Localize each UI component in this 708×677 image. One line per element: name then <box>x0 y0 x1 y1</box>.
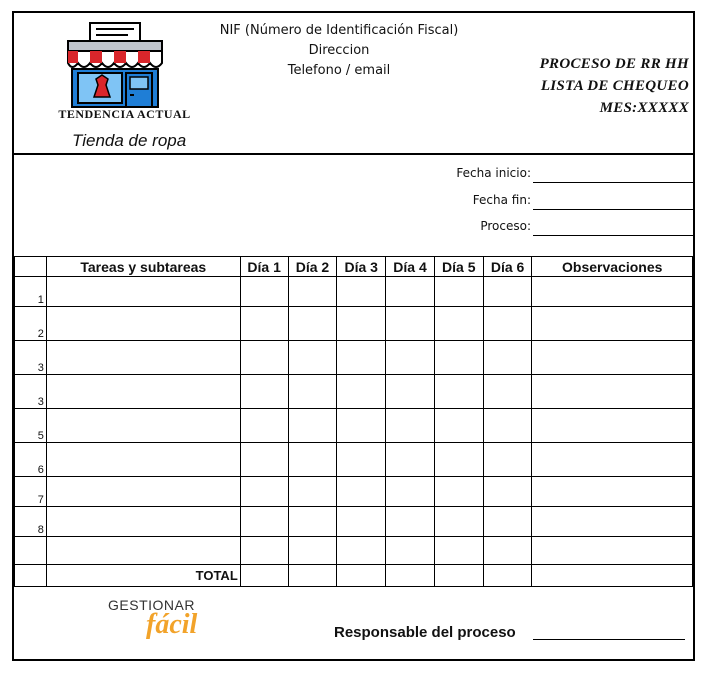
day-cell[interactable] <box>386 443 435 477</box>
day-cell[interactable] <box>434 477 483 507</box>
row-number: 3 <box>15 375 47 409</box>
col-header-tasks: Tareas y subtareas <box>46 257 240 277</box>
contact-text: Telefono / email <box>287 63 391 78</box>
day-cell[interactable] <box>288 277 337 307</box>
end-date-label: Fecha fin: <box>472 193 531 207</box>
day-cell[interactable] <box>240 443 288 477</box>
day-cell[interactable] <box>434 409 483 443</box>
total-index-cell <box>15 565 47 587</box>
day-cell[interactable] <box>386 277 435 307</box>
day-cell[interactable] <box>240 409 288 443</box>
day-cell[interactable] <box>240 537 288 565</box>
title-line-month: MES:XXXXX <box>599 100 689 116</box>
col-header-day2: Día 2 <box>288 257 337 277</box>
day-cell[interactable] <box>483 443 532 477</box>
day-cell[interactable] <box>240 477 288 507</box>
observations-cell[interactable] <box>532 277 693 307</box>
day-cell[interactable] <box>337 307 386 341</box>
day-cell[interactable] <box>434 443 483 477</box>
table-row <box>15 443 693 477</box>
total-day-cell[interactable] <box>240 565 288 587</box>
logo-text-top: GESTIONAR <box>108 597 195 613</box>
observations-cell[interactable] <box>532 409 693 443</box>
table-row <box>15 375 693 409</box>
day-cell[interactable] <box>337 341 386 375</box>
task-cell[interactable] <box>46 477 240 507</box>
total-label: TOTAL <box>46 565 240 587</box>
day-cell[interactable] <box>240 277 288 307</box>
day-cell[interactable] <box>434 375 483 409</box>
day-cell[interactable] <box>434 507 483 537</box>
observations-cell[interactable] <box>532 307 693 341</box>
total-day-cell[interactable] <box>288 565 337 587</box>
process-label: Proceso: <box>480 219 531 233</box>
address-text: Direccion <box>308 43 370 58</box>
total-day-cell[interactable] <box>483 565 532 587</box>
day-cell[interactable] <box>386 537 435 565</box>
total-day-cell[interactable] <box>386 565 435 587</box>
day-cell[interactable] <box>483 307 532 341</box>
task-cell[interactable] <box>46 443 240 477</box>
row-number: 5 <box>15 409 47 443</box>
observations-cell[interactable] <box>532 477 693 507</box>
day-cell[interactable] <box>434 307 483 341</box>
task-cell[interactable] <box>46 375 240 409</box>
table-row <box>15 341 693 375</box>
day-cell[interactable] <box>483 537 532 565</box>
day-cell[interactable] <box>483 277 532 307</box>
observations-cell[interactable] <box>532 507 693 537</box>
day-cell[interactable] <box>337 375 386 409</box>
col-header-day1: Día 1 <box>240 257 288 277</box>
day-cell[interactable] <box>434 537 483 565</box>
day-cell[interactable] <box>288 341 337 375</box>
col-header-day3: Día 3 <box>337 257 386 277</box>
row-number: 2 <box>15 307 47 341</box>
process-field[interactable] <box>533 235 695 236</box>
day-cell[interactable] <box>288 443 337 477</box>
col-header-observations: Observaciones <box>532 257 693 277</box>
col-header-index <box>15 257 47 277</box>
day-cell[interactable] <box>288 375 337 409</box>
row-number: 8 <box>15 507 47 537</box>
gestionar-facil-logo <box>108 597 218 657</box>
table-row <box>15 307 693 341</box>
day-cell[interactable] <box>337 477 386 507</box>
col-header-day5: Día 5 <box>434 257 483 277</box>
start-date-label: Fecha inicio: <box>456 166 531 180</box>
task-cell[interactable] <box>46 507 240 537</box>
day-cell[interactable] <box>240 375 288 409</box>
observations-cell[interactable] <box>532 443 693 477</box>
row-number <box>15 537 47 565</box>
col-header-day4: Día 4 <box>386 257 435 277</box>
day-cell[interactable] <box>386 507 435 537</box>
day-cell[interactable] <box>240 507 288 537</box>
day-cell[interactable] <box>337 507 386 537</box>
day-cell[interactable] <box>483 507 532 537</box>
row-number: 6 <box>15 443 47 477</box>
nif-text: NIF (Número de Identificación Fiscal) <box>219 23 459 38</box>
row-number: 1 <box>15 277 47 307</box>
row-number: 7 <box>15 477 47 507</box>
checklist-sheet <box>12 11 695 661</box>
row-number: 3 <box>15 341 47 375</box>
table-row <box>15 409 693 443</box>
day-cell[interactable] <box>386 477 435 507</box>
table-row <box>15 507 693 537</box>
day-cell[interactable] <box>337 443 386 477</box>
observations-cell[interactable] <box>532 537 693 565</box>
total-observations-cell[interactable] <box>532 565 693 587</box>
day-cell[interactable] <box>288 307 337 341</box>
day-cell[interactable] <box>386 307 435 341</box>
task-cell[interactable] <box>46 277 240 307</box>
table-row <box>15 537 693 565</box>
header-divider <box>14 153 693 155</box>
table-header-row <box>15 257 693 277</box>
store-subtitle: Tienda de ropa <box>72 131 187 150</box>
day-cell[interactable] <box>337 537 386 565</box>
observations-cell[interactable] <box>532 341 693 375</box>
responsible-signature-field[interactable] <box>533 639 685 640</box>
task-table <box>14 256 693 587</box>
process-title <box>469 53 689 119</box>
col-header-day6: Día 6 <box>483 257 532 277</box>
total-day-cell[interactable] <box>337 565 386 587</box>
title-line-process: PROCESO DE RR HH <box>539 56 689 72</box>
day-cell[interactable] <box>288 409 337 443</box>
day-cell[interactable] <box>288 507 337 537</box>
store-icon <box>62 21 168 111</box>
day-cell[interactable] <box>483 409 532 443</box>
day-cell[interactable] <box>240 341 288 375</box>
day-cell[interactable] <box>434 277 483 307</box>
total-row <box>15 565 693 587</box>
task-cell[interactable] <box>46 341 240 375</box>
total-day-cell[interactable] <box>434 565 483 587</box>
observations-cell[interactable] <box>532 375 693 409</box>
responsible-label: Responsable del proceso <box>334 624 516 641</box>
end-date-field[interactable] <box>533 209 695 210</box>
table-row <box>15 477 693 507</box>
table-row <box>15 277 693 307</box>
day-cell[interactable] <box>386 409 435 443</box>
day-cell[interactable] <box>240 307 288 341</box>
logo-text-bottom: fácil <box>146 609 198 640</box>
title-line-checklist: LISTA DE CHEQUEO <box>540 78 689 94</box>
start-date-field[interactable] <box>533 182 695 183</box>
day-cell[interactable] <box>483 341 532 375</box>
day-cell[interactable] <box>483 375 532 409</box>
day-cell[interactable] <box>288 477 337 507</box>
task-cell[interactable] <box>46 409 240 443</box>
task-cell[interactable] <box>46 537 240 565</box>
day-cell[interactable] <box>337 277 386 307</box>
day-cell[interactable] <box>434 341 483 375</box>
day-cell[interactable] <box>483 477 532 507</box>
day-cell[interactable] <box>288 537 337 565</box>
task-cell[interactable] <box>46 307 240 341</box>
day-cell[interactable] <box>337 409 386 443</box>
brand-name: TENDENCIA ACTUAL <box>58 107 191 121</box>
day-cell[interactable] <box>386 341 435 375</box>
day-cell[interactable] <box>386 375 435 409</box>
